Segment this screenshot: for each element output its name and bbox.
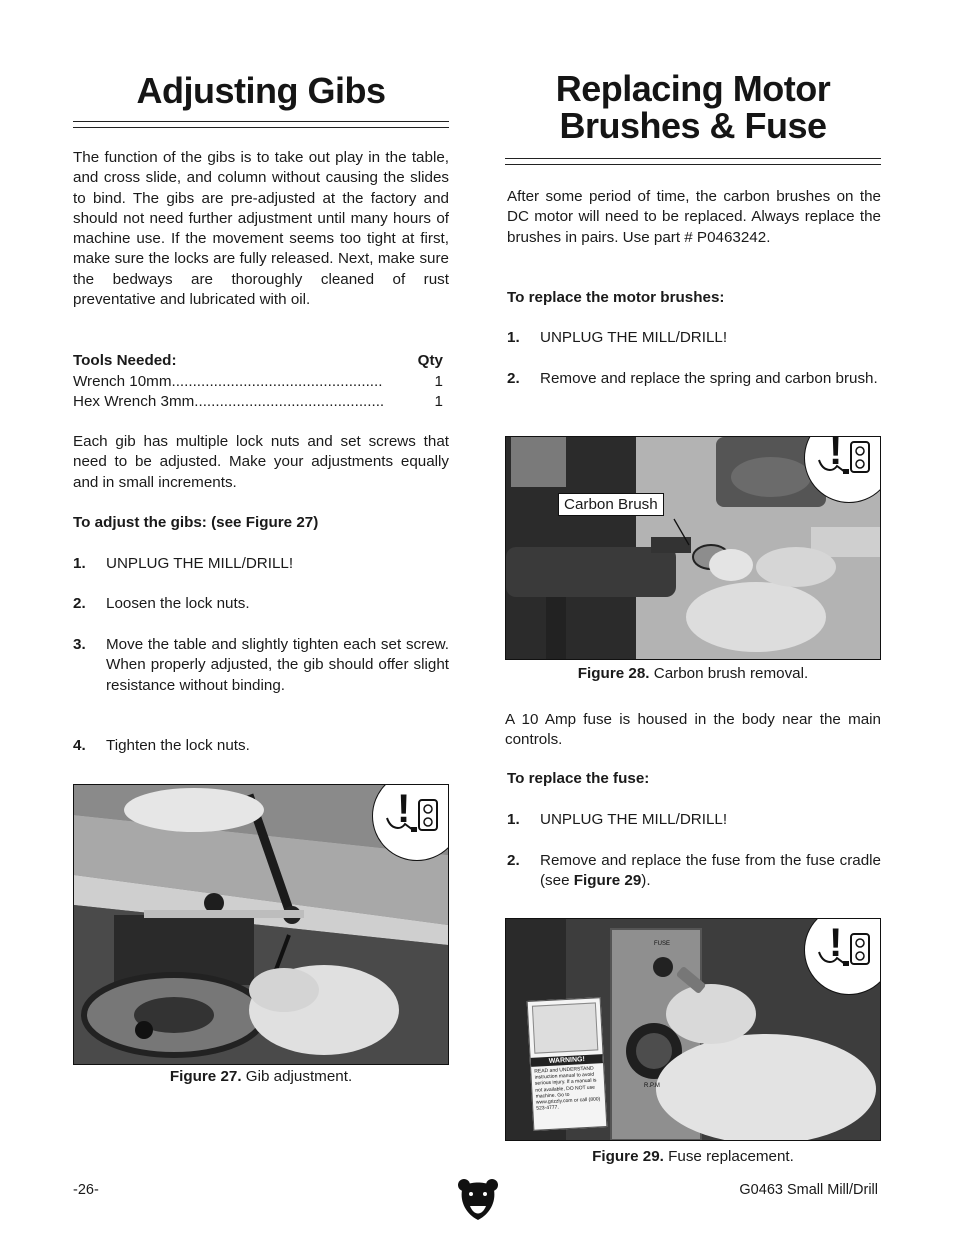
figure-28-caption bbox=[505, 665, 881, 682]
figure-reference: Figure 29 bbox=[573, 872, 642, 890]
fuse-paragraph: A 10 Amp fuse is housed in the body near the main controls. bbox=[505, 711, 881, 749]
title-rule bbox=[73, 121, 449, 128]
unplug-warning-icon bbox=[372, 784, 449, 861]
figure-29-caption bbox=[505, 1148, 881, 1165]
figure-caption-text: Carbon brush removal. bbox=[649, 665, 809, 682]
svg-text:!: ! bbox=[829, 921, 843, 965]
figure-label: Figure 27. bbox=[169, 1068, 242, 1085]
tool-name: Wrench 10mm bbox=[73, 373, 172, 390]
gibs-paragraph-2: Each gib has multiple lock nuts and set screws that need to be adjusted. Make your adjustments equally and in small increments. bbox=[73, 433, 449, 491]
step-number: 1. bbox=[507, 811, 520, 828]
unplug-warning-icon bbox=[804, 918, 881, 995]
tool-qty: 1 bbox=[433, 372, 443, 392]
brushes-subheading: To replace the motor brushes: bbox=[507, 289, 725, 306]
figure-27-caption bbox=[73, 1068, 449, 1085]
step-number: 4. bbox=[73, 737, 86, 754]
step-text-part: ). bbox=[641, 872, 651, 890]
tool-row bbox=[73, 372, 443, 392]
warning-text: READ and UNDERSTAND instruction manual to avoid serious injury. If a manual is not available, DO NOT use machine. Go to www.grizzly.com or call (800) 523-4777. bbox=[534, 1065, 601, 1112]
grizzly-bear-logo bbox=[456, 1176, 500, 1222]
step-text: Loosen the lock nuts. bbox=[106, 595, 250, 612]
gibs-subheading: To adjust the gibs: (see Figure 27) bbox=[73, 514, 319, 531]
step-text: Move the table and slightly tighten each set screw. When properly adjusted, the gib should offer slight resistance without binding. bbox=[106, 636, 449, 694]
step-number: 1. bbox=[73, 555, 86, 572]
step-text: UNPLUG THE MILL/DRILL! bbox=[540, 329, 728, 346]
tool-name: Hex Wrench 3mm bbox=[73, 393, 195, 410]
title-line-1: Replacing Motor bbox=[555, 68, 831, 109]
carbon-brush-callout: Carbon Brush bbox=[558, 493, 664, 516]
step-text: Remove and replace the spring and carbon brush. bbox=[540, 370, 878, 387]
tools-needed-header bbox=[73, 351, 443, 371]
step-number: 1. bbox=[507, 329, 520, 346]
tools-header-label: Tools Needed: bbox=[73, 352, 177, 369]
step-text-part: Remove and replace the fuse from the fuse cradle (see bbox=[540, 852, 881, 890]
figure-caption-text: Fuse replacement. bbox=[663, 1148, 794, 1165]
step-number: 3. bbox=[73, 636, 86, 653]
page-number: -26- bbox=[73, 1182, 99, 1198]
panel-rpm-label: R.P.M bbox=[644, 1083, 660, 1089]
step-number: 2. bbox=[507, 370, 520, 387]
leader-dots: ............................................. bbox=[194, 393, 385, 410]
figure-label: Figure 28. bbox=[577, 665, 650, 682]
brushes-intro-paragraph: After some period of time, the carbon brushes on the DC motor will need to be replaced. Always replace the brushes in pairs. Use part # P0463242. bbox=[507, 188, 881, 246]
step-text: UNPLUG THE MILL/DRILL! bbox=[540, 811, 728, 828]
step-number: 2. bbox=[73, 595, 86, 612]
step-text: UNPLUG THE MILL/DRILL! bbox=[106, 555, 294, 572]
section-title-adjusting-gibs: Adjusting Gibs bbox=[136, 70, 386, 111]
qty-header-label: Qty bbox=[417, 352, 443, 369]
warning-title: WARNING! bbox=[531, 1054, 603, 1067]
figure-27-photo bbox=[73, 784, 449, 1065]
title-rule bbox=[505, 158, 881, 165]
step-number: 2. bbox=[507, 852, 520, 869]
model-name: G0463 Small Mill/Drill bbox=[739, 1182, 878, 1198]
tool-row bbox=[73, 392, 443, 412]
gibs-intro-paragraph: The function of the gibs is to take out play in the table, and cross slide, and column without causing the slides to bind. The gibs are pre-adjusted at the factory and should not need further adjustment until many hours of machine use. If the movement seems too tight at first, make sure the locks are fully released. Next, make sure the bedways are thoroughly cleaned of rust preventative and lubricated with oil. bbox=[73, 149, 449, 309]
unplug-warning-icon bbox=[804, 436, 881, 503]
section-title-replacing-brushes bbox=[505, 70, 881, 144]
panel-fuse-label: FUSE bbox=[654, 941, 671, 947]
title-line-2: Brushes & Fuse bbox=[559, 105, 827, 146]
svg-text:!: ! bbox=[397, 787, 411, 831]
figure-label: Figure 29. bbox=[592, 1148, 664, 1165]
book-icon bbox=[532, 1002, 598, 1053]
step-text bbox=[540, 851, 881, 892]
svg-text:!: ! bbox=[829, 436, 843, 473]
figure-caption-text: Gib adjustment. bbox=[241, 1068, 353, 1085]
step-text: Tighten the lock nuts. bbox=[106, 737, 250, 754]
leader-dots: .................................................. bbox=[171, 373, 383, 390]
fuse-subheading: To replace the fuse: bbox=[507, 770, 650, 787]
figure-28-photo bbox=[505, 436, 881, 660]
warning-label bbox=[527, 997, 608, 1131]
tool-qty: 1 bbox=[433, 392, 443, 412]
figure-29-photo bbox=[505, 918, 881, 1141]
